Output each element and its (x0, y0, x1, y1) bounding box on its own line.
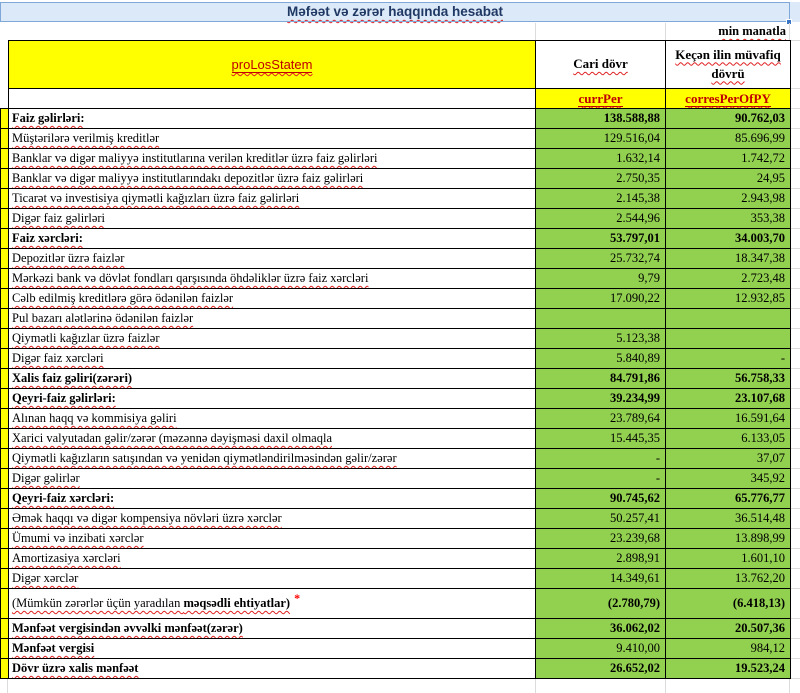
table-row (1, 549, 791, 569)
row-label-cell[interactable] (9, 169, 536, 189)
gridline (791, 658, 800, 659)
row-marker-cell[interactable] (1, 449, 9, 469)
prior-code-cell[interactable] (666, 89, 791, 109)
row-label: Ümumi və inzibati xərclər (12, 531, 144, 545)
note-asterisk: * (294, 590, 301, 605)
row-label: Xalis faiz gəliri(zərəri) (12, 371, 133, 385)
table-row (1, 619, 791, 639)
gridline (791, 168, 800, 169)
row-label-cell[interactable] (9, 509, 536, 529)
value-current-cell[interactable]: - (536, 449, 666, 469)
row-label: Banklar və digər maliyyə institutlarındakı depozitlər üzrə faiz gəlirləri (12, 171, 364, 185)
row-label-cell[interactable] (9, 639, 536, 659)
value-prior-cell[interactable]: (6.418,13) (666, 589, 791, 619)
value-current-cell[interactable]: 15.445,35 (536, 429, 666, 449)
value-prior-cell[interactable]: 12.932,85 (666, 289, 791, 309)
value-current-cell[interactable]: 138.588,88 (536, 109, 666, 129)
row-label: Faiz gəlirləri: (12, 111, 85, 125)
row-label: (Mümkün zərərlər üçün yaradılan (12, 596, 184, 610)
row-label-cell[interactable] (9, 659, 536, 679)
gridline (665, 23, 666, 40)
profit-loss-table (0, 40, 791, 679)
gridline (791, 528, 800, 529)
gridline (791, 388, 800, 389)
value-current-cell[interactable]: 2.750,35 (536, 169, 666, 189)
row-label-cell[interactable] (9, 569, 536, 589)
row-label-cell[interactable] (9, 409, 536, 429)
gridline (665, 679, 666, 693)
row-label: Alınan haqq və kommisiya gəliri (12, 411, 177, 425)
table-row (1, 309, 791, 329)
row-marker-cell[interactable] (1, 109, 9, 129)
prior-period-header[interactable] (666, 41, 791, 89)
table-row (1, 589, 791, 619)
row-marker-cell[interactable] (1, 389, 9, 409)
value-current-cell[interactable]: 1.632,14 (536, 149, 666, 169)
value-prior-cell[interactable]: 6.133,05 (666, 429, 791, 449)
gridline (791, 368, 800, 369)
value-current-cell[interactable]: 50.257,41 (536, 509, 666, 529)
row-label-cell[interactable] (9, 389, 536, 409)
row-label: Mərkəzi bank və dövlət fondları qarşısında öhdəliklər üzrə faiz xərcləri (12, 271, 369, 285)
value-current-cell[interactable]: 129.516,04 (536, 129, 666, 149)
value-prior-cell[interactable]: 37,07 (666, 449, 791, 469)
gridline (791, 88, 800, 89)
row-label: Qeyri-faiz xərcləri: (12, 491, 115, 505)
table-row (1, 489, 791, 509)
row-marker-cell[interactable] (1, 409, 9, 429)
row-label-cell[interactable] (9, 449, 536, 469)
value-current-cell[interactable]: 26.652,02 (536, 659, 666, 679)
gridline (791, 588, 800, 589)
gridline (791, 638, 800, 639)
row-label: Amortizasiya xərcləri (12, 551, 121, 565)
gridline (791, 128, 800, 129)
gridline (7, 679, 8, 693)
table-row (1, 109, 791, 129)
value-prior-cell[interactable]: 1.742,72 (666, 149, 791, 169)
row-label: Qeyri-faiz gəlirləri: (12, 391, 116, 405)
report-title-cell[interactable] (0, 2, 800, 22)
gridline (791, 408, 800, 409)
value-prior-cell[interactable]: 85.696,99 (666, 129, 791, 149)
row-marker-cell[interactable] (1, 189, 9, 209)
row-marker-cell[interactable] (1, 329, 9, 349)
table-row (1, 249, 791, 269)
table-row (1, 449, 791, 469)
row-label: Digər faiz xərcləri (12, 351, 104, 365)
row-marker-cell[interactable] (1, 429, 9, 449)
value-current-cell[interactable]: 14.349,61 (536, 569, 666, 589)
value-current-cell[interactable]: - (536, 469, 666, 489)
row-label: Faiz xərcləri: (12, 231, 83, 245)
row-label-cell[interactable] (9, 589, 536, 619)
current-period-header[interactable] (536, 41, 666, 89)
row-label: Cəlb edilmiş kreditlərə görə ödənilən faizlər (12, 291, 234, 305)
row-marker-cell[interactable] (1, 129, 9, 149)
table-row (1, 569, 791, 589)
row-marker-cell[interactable] (1, 169, 9, 189)
row-label-cell[interactable] (9, 149, 536, 169)
gridline (791, 468, 800, 469)
gridline (791, 568, 800, 569)
row-marker-cell[interactable] (1, 569, 9, 589)
unit-note: min manatla (718, 24, 786, 38)
code-row-marker[interactable] (1, 89, 9, 109)
row-label: Pul bazarı alətlərinə ödənilən faizlər (12, 311, 194, 325)
row-label-cell[interactable] (9, 309, 536, 329)
row-marker-cell[interactable] (1, 369, 9, 389)
row-marker-cell[interactable] (1, 469, 9, 489)
gridline (535, 23, 536, 40)
row-label-cell[interactable] (9, 429, 536, 449)
row-label: Banklar və digər maliyyə institutlarına verilən kreditlər üzrə faiz gəlirləri (12, 151, 378, 165)
value-current-cell[interactable]: 2.544,96 (536, 209, 666, 229)
table-row (1, 409, 791, 429)
row-label: Digər xərclər (12, 571, 79, 585)
table-row (1, 509, 791, 529)
value-current-cell[interactable]: 23.239,68 (536, 529, 666, 549)
table-row (1, 659, 791, 679)
value-prior-cell[interactable]: 345,92 (666, 469, 791, 489)
row-label: Əmək haqqı və digər kompensiya növləri üzrə xərclər (12, 511, 282, 525)
gridline (791, 428, 800, 429)
row-label: Dövr üzrə xalis mənfəət (12, 661, 139, 675)
gridline (791, 308, 800, 309)
row-label-cell[interactable] (9, 489, 536, 509)
value-prior-cell[interactable]: 19.523,24 (666, 659, 791, 679)
row-label: Mənfəət vergisindən əvvəlki mənfəət(zərər) (12, 621, 243, 635)
value-prior-cell[interactable]: 353,38 (666, 209, 791, 229)
row-label: Qiymətli kağızların satışından və yenidən qiymətləndirilməsindən gəlir/zərər (12, 451, 397, 465)
value-prior-cell[interactable]: 65.776,77 (666, 489, 791, 509)
gridline (791, 148, 800, 149)
row-marker-cell[interactable] (1, 619, 9, 639)
code-row-spacer[interactable] (9, 89, 536, 109)
table-row (1, 369, 791, 389)
selection-border (0, 2, 790, 22)
value-current-cell[interactable]: 2.898,91 (536, 549, 666, 569)
code-row (1, 89, 791, 109)
header-row (1, 41, 791, 89)
value-current-cell[interactable]: 53.797,01 (536, 229, 666, 249)
value-current-cell[interactable]: 17.090,22 (536, 289, 666, 309)
value-prior-cell[interactable] (666, 309, 791, 329)
value-prior-cell[interactable]: 984,12 (666, 639, 791, 659)
value-current-cell[interactable]: 5.840,89 (536, 349, 666, 369)
row-label-cell[interactable] (9, 529, 536, 549)
value-prior-cell[interactable]: 18.347,38 (666, 249, 791, 269)
row-label-cell[interactable] (9, 329, 536, 349)
table-row (1, 189, 791, 209)
gridline (535, 679, 536, 693)
value-current-cell[interactable] (536, 309, 666, 329)
corner-cell[interactable] (1, 41, 9, 89)
gridline (789, 679, 790, 693)
row-marker-cell[interactable] (1, 249, 9, 269)
value-prior-cell[interactable]: 90.762,03 (666, 109, 791, 129)
row-marker-cell[interactable] (1, 229, 9, 249)
gridline (791, 228, 800, 229)
statement-name-link[interactable]: proLosStatem (231, 57, 313, 72)
row-marker-cell[interactable] (1, 149, 9, 169)
gridline (791, 348, 800, 349)
value-prior-cell[interactable]: 24,95 (666, 169, 791, 189)
row-label-cell[interactable] (9, 269, 536, 289)
value-prior-cell[interactable]: 34.003,70 (666, 229, 791, 249)
value-current-cell[interactable]: 9.410,00 (536, 639, 666, 659)
value-prior-cell[interactable]: 1.601,10 (666, 549, 791, 569)
value-prior-cell[interactable]: 36.514,48 (666, 509, 791, 529)
row-label-cell[interactable] (9, 129, 536, 149)
value-prior-cell[interactable]: 2.943,98 (666, 189, 791, 209)
row-marker-cell[interactable] (1, 349, 9, 369)
table-row (1, 209, 791, 229)
row-label: Digər gəlirlər (12, 471, 80, 485)
table-row (1, 229, 791, 249)
value-current-cell[interactable]: 23.789,64 (536, 409, 666, 429)
row-label-cell[interactable] (9, 469, 536, 489)
gridline (791, 208, 800, 209)
row-label: Xarici valyutadan gəlir/zərər (məzənnə dəyişməsi daxil olmaqla (12, 431, 333, 445)
gridline (791, 448, 800, 449)
prior-code[interactable]: corresPerOfPY (685, 90, 771, 106)
gridline (791, 40, 800, 41)
row-label-cell[interactable] (9, 369, 536, 389)
table-row (1, 169, 791, 189)
gridline (791, 678, 800, 679)
unit-note-cell[interactable] (0, 22, 790, 40)
value-current-cell[interactable]: (2.780,79) (536, 589, 666, 619)
current-period-label: Cari dövr (573, 56, 628, 72)
gridline (791, 108, 800, 109)
gridline (791, 488, 800, 489)
page-title: Məfəət və zərər haqqında hesabat (286, 4, 504, 19)
value-prior-cell[interactable]: 16.591,64 (666, 409, 791, 429)
row-marker-cell[interactable] (1, 589, 9, 619)
prior-period-label: Keçən ilin müvafiq dövrü (675, 46, 781, 81)
value-current-cell[interactable]: 2.145,38 (536, 189, 666, 209)
table-row (1, 269, 791, 289)
row-marker-cell[interactable] (1, 269, 9, 289)
value-prior-cell[interactable]: 20.507,36 (666, 619, 791, 639)
row-label-cell[interactable] (9, 349, 536, 369)
table-body (1, 109, 791, 679)
table-row (1, 529, 791, 549)
value-prior-cell[interactable]: - (666, 349, 791, 369)
value-prior-cell[interactable] (666, 329, 791, 349)
row-label: Depozitlər üzrə faizlər (12, 251, 125, 265)
table-row (1, 349, 791, 369)
table-row (1, 129, 791, 149)
gridline (791, 188, 800, 189)
value-prior-cell[interactable]: 13.762,20 (666, 569, 791, 589)
table-row (1, 429, 791, 449)
statement-name-cell[interactable] (9, 41, 536, 89)
current-code[interactable]: currPer (578, 90, 623, 106)
value-current-cell[interactable]: 25.732,74 (536, 249, 666, 269)
table-row (1, 389, 791, 409)
table-row (1, 329, 791, 349)
value-prior-cell[interactable]: 2.723,48 (666, 269, 791, 289)
gridline (789, 23, 790, 40)
row-label: Ticarət və investisiya qiymətli kağızları üzrə faiz gəlirləri (12, 191, 300, 205)
gridline (791, 288, 800, 289)
row-marker-cell[interactable] (1, 289, 9, 309)
row-marker-cell[interactable] (1, 659, 9, 679)
row-label-cell[interactable] (9, 249, 536, 269)
row-label-bold-part: məqsədli ehtiyatlar) (183, 596, 291, 610)
row-label-cell[interactable] (9, 549, 536, 569)
row-label-cell[interactable] (9, 209, 536, 229)
gridline (791, 548, 800, 549)
gridline (791, 618, 800, 619)
gridline (791, 248, 800, 249)
row-label-cell[interactable] (9, 289, 536, 309)
table-row (1, 149, 791, 169)
value-prior-cell[interactable]: 13.898,99 (666, 529, 791, 549)
value-current-cell[interactable]: 84.791,86 (536, 369, 666, 389)
value-prior-cell[interactable]: 23.107,68 (666, 389, 791, 409)
value-current-cell[interactable]: 39.234,99 (536, 389, 666, 409)
current-code-cell[interactable] (536, 89, 666, 109)
row-marker-cell[interactable] (1, 209, 9, 229)
gridline (791, 508, 800, 509)
gridline (791, 268, 800, 269)
value-current-cell[interactable]: 90.745,62 (536, 489, 666, 509)
table-row (1, 469, 791, 489)
gridline (791, 328, 800, 329)
row-label: Qiymətli kağızlar üzrə faizlər (12, 331, 160, 345)
row-label-cell[interactable] (9, 109, 536, 129)
row-marker-cell[interactable] (1, 549, 9, 569)
value-prior-cell[interactable]: 56.758,33 (666, 369, 791, 389)
row-label: Digər faiz gəlirləri (12, 211, 106, 225)
table-row (1, 639, 791, 659)
table-row (1, 289, 791, 309)
row-label-cell[interactable] (9, 229, 536, 249)
row-marker-cell[interactable] (1, 639, 9, 659)
value-current-cell[interactable]: 9,79 (536, 269, 666, 289)
row-label-cell[interactable] (9, 619, 536, 639)
row-label: Mənfəət vergisi (12, 641, 95, 655)
value-current-cell[interactable]: 36.062,02 (536, 619, 666, 639)
row-marker-cell[interactable] (1, 529, 9, 549)
row-marker-cell[interactable] (1, 489, 9, 509)
row-marker-cell[interactable] (1, 309, 9, 329)
row-label: Müştərilərə verilmiş kreditlər (12, 131, 160, 145)
row-marker-cell[interactable] (1, 509, 9, 529)
row-label-cell[interactable] (9, 189, 536, 209)
value-current-cell[interactable]: 5.123,38 (536, 329, 666, 349)
